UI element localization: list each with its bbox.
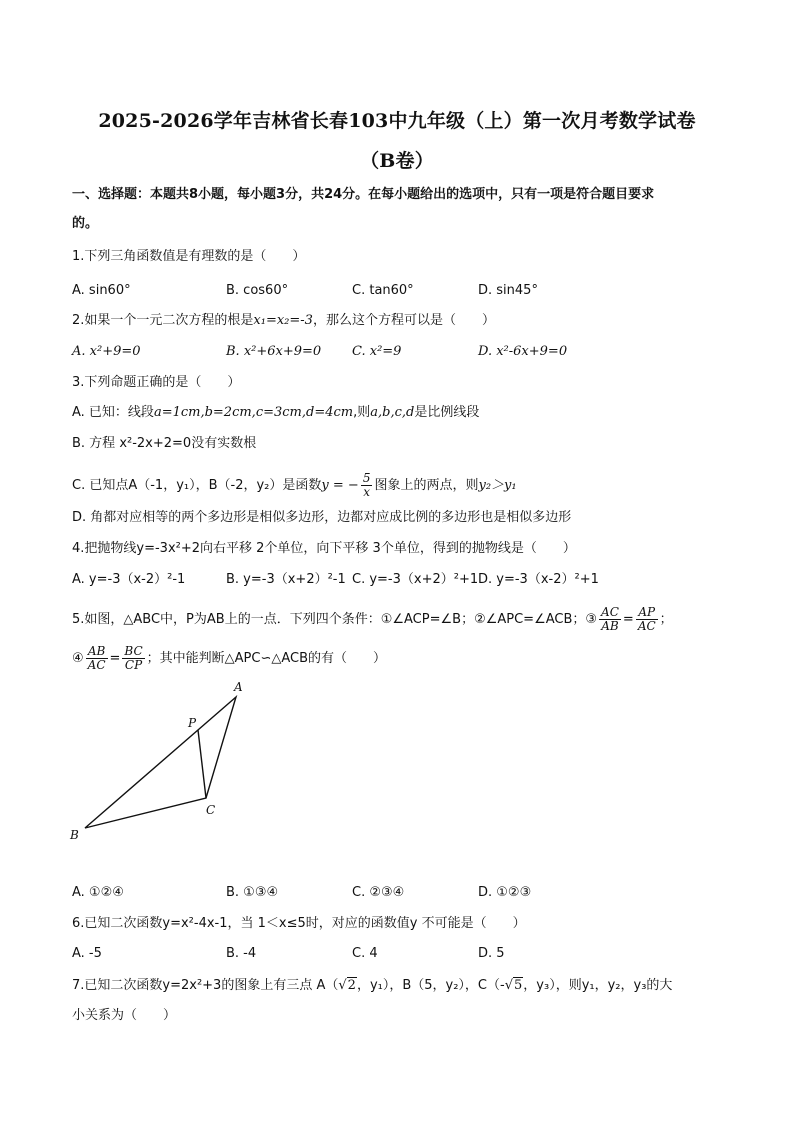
q7-stem-cont: 小关系为（ ） [72,1008,177,1023]
radicand: 5 [514,978,523,993]
section-instructions-cont: 的。 [72,216,99,231]
q3-option-c [72,472,732,499]
q5-option-d: D. ①②③ [478,885,532,900]
q3-option-a-text: A. 已知：线段 [72,405,154,420]
q5-option-b: B. ①③④ [226,885,279,900]
q5-fraction-bc-cp [122,645,144,672]
q2-option-d: D. x²-6x+9=0 [478,344,568,359]
fraction-numerator: AC [601,605,619,619]
q6-option-a: A. -5 [72,946,102,961]
q1-option-a: A. sin60° [72,283,131,298]
fraction-numerator: AP [636,606,658,620]
q7-stem-text-2: ，y₁），B（5，y₂），C（- [356,978,505,993]
fraction-denominator: AC [87,658,106,672]
radicand: 2 [347,978,356,993]
q1-option-d: D. sin45° [478,283,538,298]
label-a: A [234,680,243,694]
q1-option-b: B. cos60° [226,283,289,298]
label-p: P [188,716,197,730]
q3-option-a-math: a=1cm,b=2cm,c=3cm,d=4cm [153,405,354,420]
q5-stem-text-2: ；其中能判断△APC∽△ACB的有（ ） [146,651,387,666]
q6-option-d: D. 5 [478,946,505,961]
fraction-numerator: 5 [362,471,371,485]
q3-option-c-text-3: 图象上的两点，则 [374,478,479,493]
q3-option-a [72,404,732,422]
q6-stem: 6.已知二次函数y=x²-4x-1，当 1＜x≤5时，对应的函数值y 不可能是（ ） [72,916,526,931]
condition-4-marker: ④ [72,651,84,666]
q5-stem [72,606,732,633]
semicolon: ； [659,612,673,627]
q7-stem-text: 7.已知二次函数y=2x²+3的图象上有三点 A（ [72,978,339,993]
q2-option-c: C. x²=9 [352,344,402,359]
q3-option-c-relation: y₂＞y₁ [478,478,517,493]
q5-stem-text: 5.如图，△ABC中，P为AB上的一点．下列四个条件：①∠ACP=∠B；②∠APC=∠ACB；③ [72,612,598,627]
q5-fraction-ac-ab [599,606,621,633]
q2-stem-text-b: ，那么这个方程可以是（ ） [312,313,495,328]
q1-option-c: C. tan60° [352,283,414,298]
label-b: B [70,828,79,842]
q7-stem-text-3: ，y₃），则y₁，y₂，y₃的大 [523,978,673,993]
q3-option-c-function: y = − [321,478,359,493]
q4-option-b: B. y=-3（x+2）²-1 [226,572,346,587]
fraction-denominator: AC [637,619,656,633]
q3-option-c-fraction [361,472,373,499]
q3-option-c-text: C. 已知点 [72,478,129,493]
q5-fraction-ap-ac [636,606,658,633]
q2-stem [72,312,732,330]
q3-option-a-text-3: 是比例线段 [414,405,480,420]
q4-stem: 4.把抛物线y=-3x²+2向右平移 2个单位，向下平移 3个单位，得到的抛物线是（ ） [72,541,576,556]
q2-option-b: B. x²+6x+9=0 [226,344,322,359]
fraction-numerator: BC [124,644,143,658]
q3-option-b: B. 方程 x²-2x+2=0没有实数根 [72,436,257,451]
q3-option-c-text-2: 是函数 [282,478,322,493]
exam-title: 2025-2026学年吉林省长春103中九年级（上）第一次月考数学试卷 [98,110,696,132]
q2-stem-math: x₁=x₂=-3 [253,313,313,328]
q5-option-c: C. ②③④ [352,885,405,900]
q6-option-b: B. -4 [226,946,257,961]
fraction-denominator: CP [124,658,143,672]
q3-option-c-points: A（-1，y₁），B（-2，y₂） [128,478,283,493]
q3-option-d: D. 角都对应相等的两个多边形是相似多边形，边都对应成比例的多边形也是相似多边形 [72,510,572,525]
equals-sign: = [109,651,121,666]
fraction-numerator: AB [86,645,108,659]
q4-option-a: A. y=-3（x-2）²-1 [72,572,186,587]
q7-stem [72,977,732,995]
q2-stem-text-a: 2.如果一个一元二次方程的根是 [72,313,254,328]
q3-stem: 3.下列命题正确的是（ ） [72,375,241,390]
fraction-denominator: AB [601,619,619,633]
exam-subtitle: （B卷） [360,150,434,172]
q4-option-d: D. y=-3（x-2）²+1 [478,572,599,587]
segment-pc [198,730,206,798]
q6-option-c: C. 4 [352,946,378,961]
q3-option-a-text-2: ,则 [353,405,371,420]
q5-fraction-ab-ac [86,645,108,672]
q1-stem: 1.下列三角函数值是有理数的是（ ） [72,249,306,264]
label-c: C [206,803,216,817]
sqrt-2: √2 [338,978,356,993]
q3-option-a-math-2: a,b,c,d [370,405,415,420]
q5-option-a: A. ①②④ [72,885,124,900]
sqrt-5: √5 [504,978,523,993]
triangle-figure [60,675,260,850]
section-instructions: 一、选择题：本题共8小题，每小题3分，共24分。在每小题给出的选项中，只有一项是符合题目要求 [72,187,655,202]
q4-option-c: C. y=-3（x+2）²+1 [352,572,479,587]
fraction-denominator: x [363,485,371,499]
q2-option-a: A. x²+9=0 [72,344,141,359]
q5-stem-cont [72,645,732,672]
equals-sign: = [622,612,634,627]
